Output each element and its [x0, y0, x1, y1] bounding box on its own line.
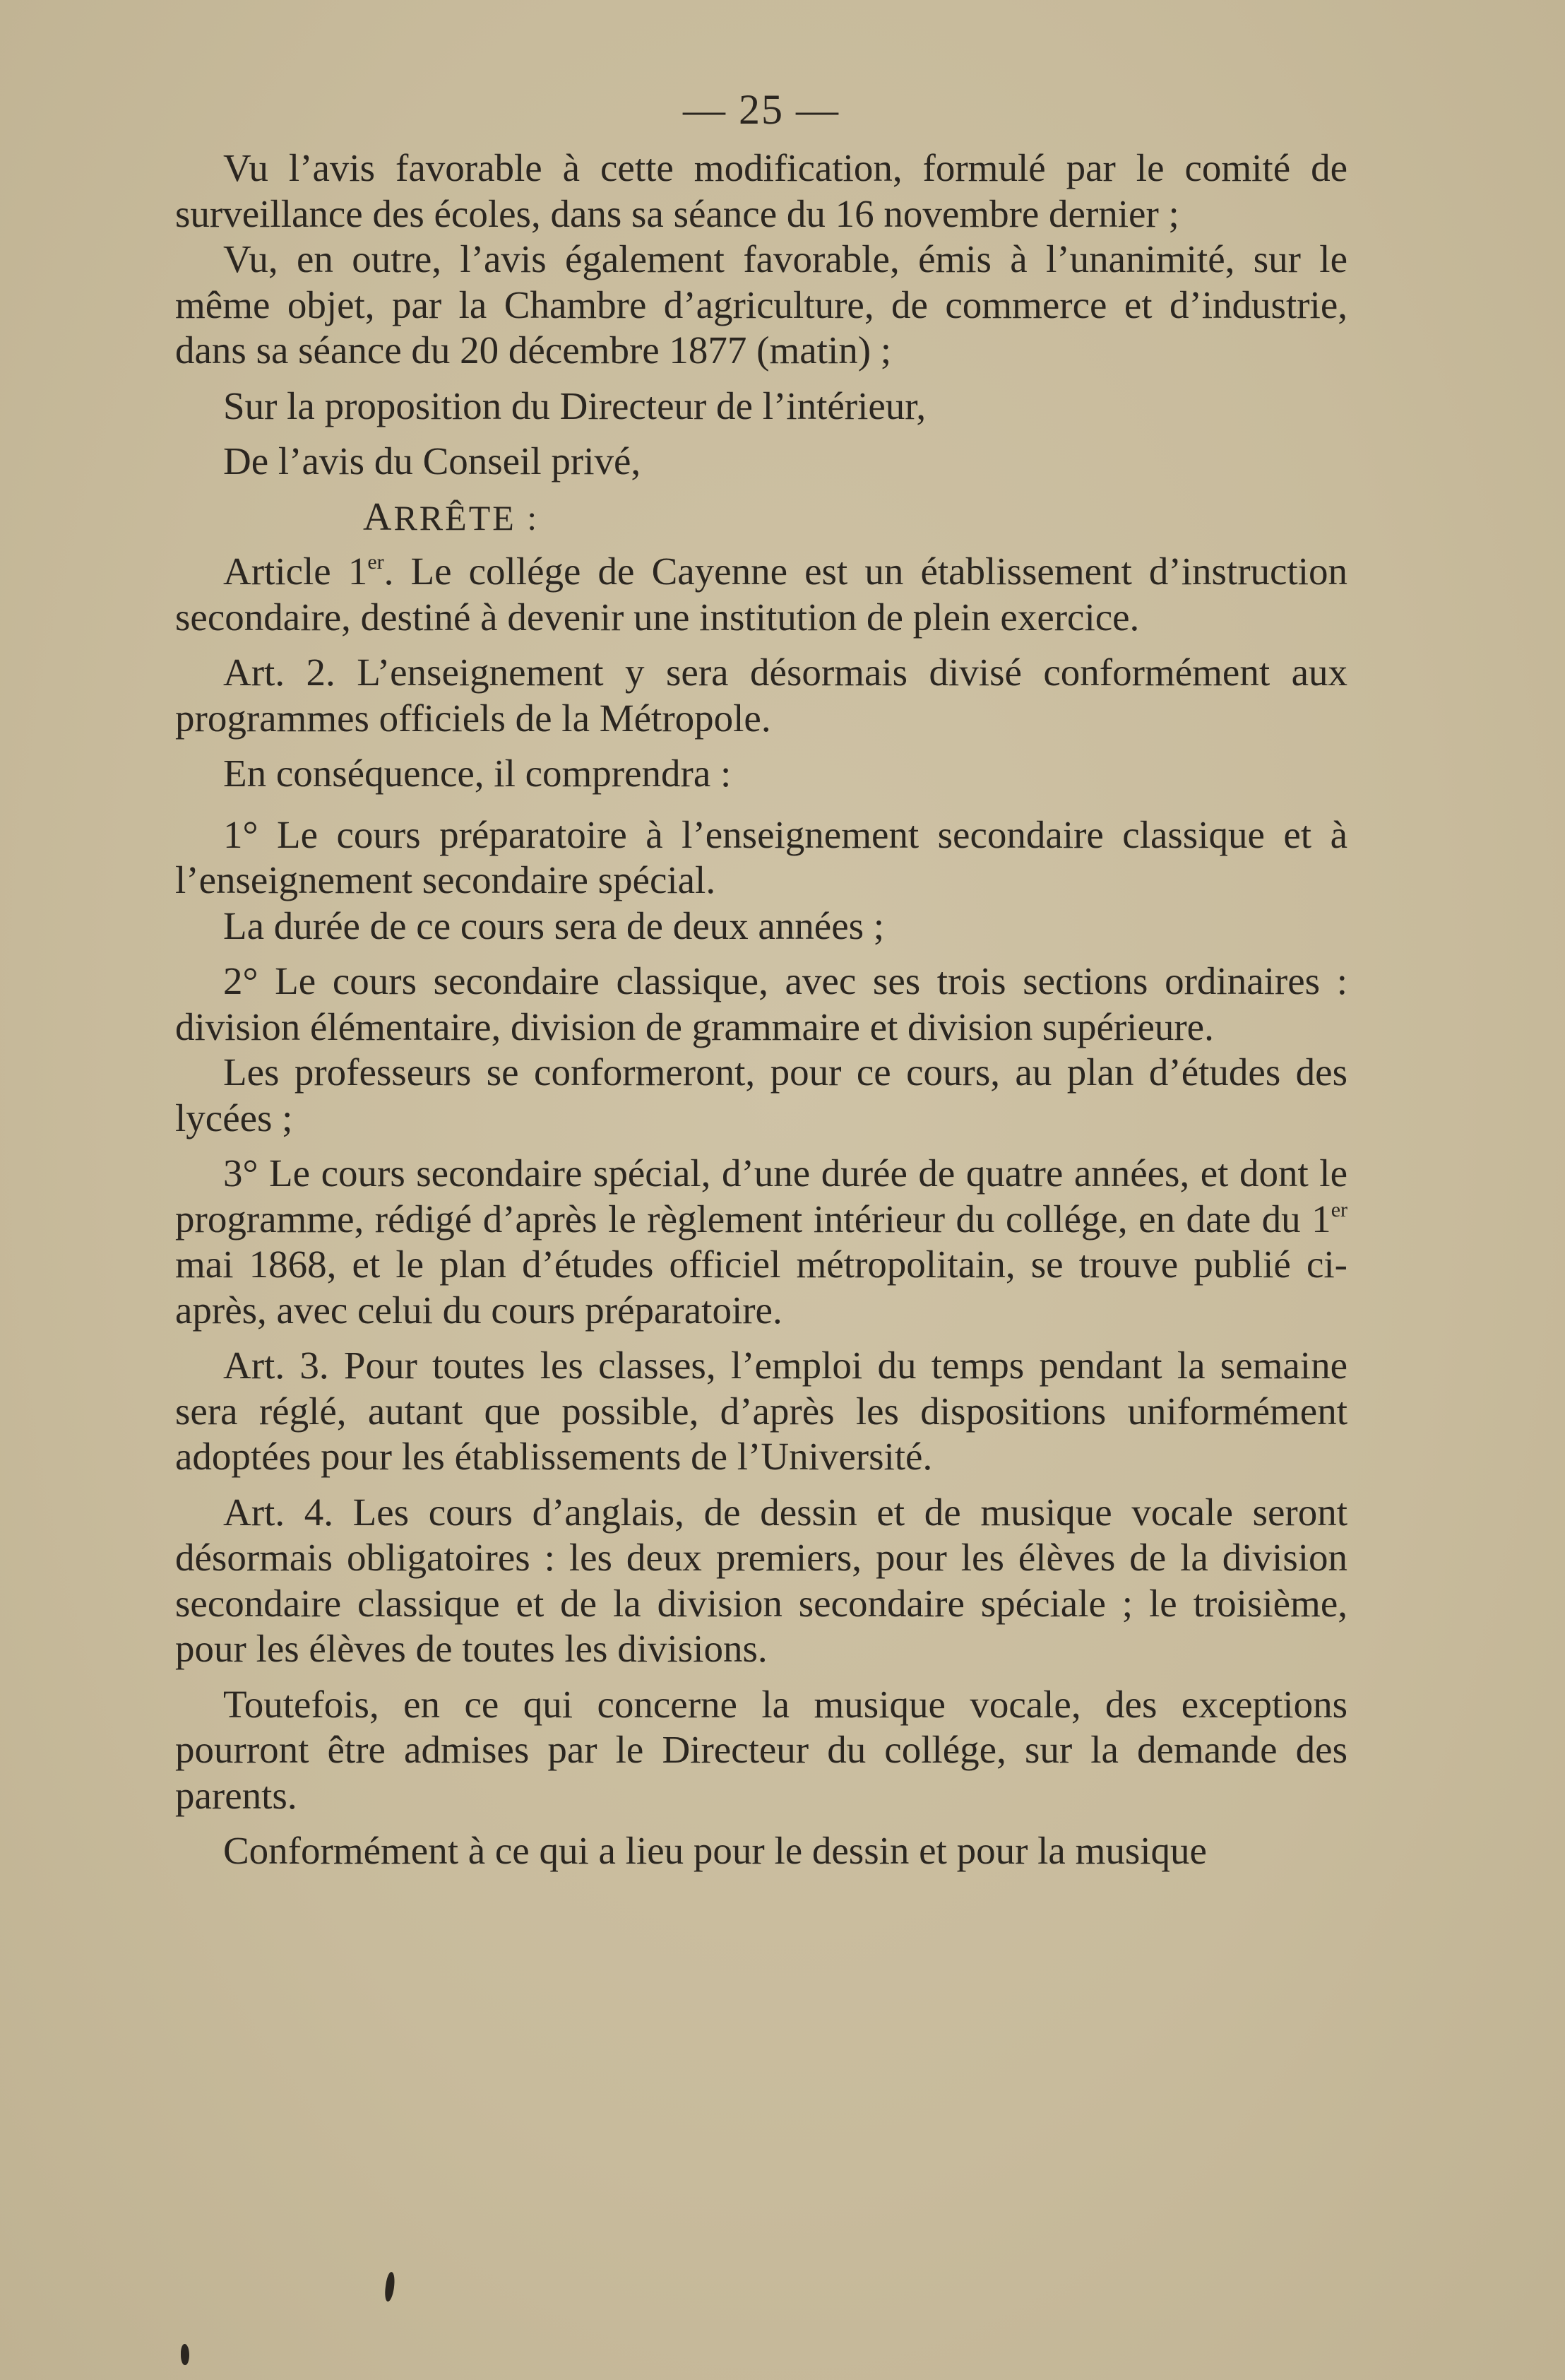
- paragraph-article-4: Art. 4. Les cours d’anglais, de dessin et de musique vocale seront désormais obligatoires : les deux premiers, pour les élèves de la division secondaire classique et de la division secondaire spéciale ; le troisième, pour les élèves de toutes les divisions.: [175, 1490, 1347, 1670]
- paragraph-toutefois: Toutefois, en ce qui concerne la musique vocale, des exceptions pourront être admises par le Directeur du collége, sur la demande des parents.: [175, 1682, 1347, 1817]
- ink-blot-mark: [383, 2271, 396, 2302]
- ink-blot-mark: [181, 2344, 189, 2365]
- paragraph-article-2: Art. 2. L’enseignement y sera désormais divisé conformément aux programmes officiels de la Métropole.: [175, 651, 1347, 740]
- paragraph-professeurs: Les professeurs se conformeront, pour ce cours, au plan d’études des lycées ;: [175, 1050, 1347, 1139]
- paragraph-consequence: En conséquence, il comprendra :: [223, 752, 732, 795]
- paragraph-item-3: [175, 1151, 1347, 1333]
- article-1-superscript: er: [367, 550, 384, 574]
- arrete-heading-rest: RRÊTE :: [393, 497, 540, 538]
- paragraph-avis-conseil: De l’avis du Conseil privé,: [223, 439, 641, 482]
- paragraph-item-1: 1° Le cours préparatoire à l’enseignement secondaire classique et à l’enseignement secondaire spécial.: [175, 812, 1347, 901]
- body-text: [175, 146, 1347, 1874]
- paragraph-vu-avis-comite: Vu l’avis favorable à cette modification, formulé par le comité de surveillance des écoles, dans sa séance du 16 novembre dernier ;: [175, 146, 1347, 235]
- paragraph-conformement: Conformément à ce qui a lieu pour le dessin et pour la musique: [223, 1829, 1207, 1872]
- paragraph-item-2: 2° Le cours secondaire classique, avec ses trois sections ordinaires : division élémentaire, division de grammaire et division supérieure.: [175, 959, 1347, 1048]
- article-1-text: . Le collége de Cayenne est un établissement d’instruction secondaire, destiné à devenir une institution de plein exercice.: [175, 550, 1347, 639]
- arrete-heading-initial: A: [363, 495, 394, 539]
- paragraph-article-3: Art. 3. Pour toutes les classes, l’emploi du temps pendant la semaine sera réglé, autant que possible, d’après les dispositions uniformément adoptées pour les établissements de l’Université.: [175, 1344, 1347, 1478]
- paragraph-vu-avis-chambre: Vu, en outre, l’avis également favorable, émis à l’unanimité, sur le même objet, par la Chambre d’agriculture, de commerce et d’industrie, dans sa séance du 20 décembre 1877 (matin) ;: [175, 237, 1347, 372]
- paragraph-article-1: [175, 549, 1347, 640]
- article-1-prefix: Article 1: [223, 550, 368, 593]
- page-number: — 25 —: [683, 86, 840, 133]
- paragraph-sur-proposition: Sur la proposition du Directeur de l’intérieur,: [223, 384, 927, 427]
- item-3-text-before: 3° Le cours secondaire spécial, d’une durée de quatre années, et dont le programme, rédigé d’après le règlement intérieur du collége, en date du 1: [175, 1151, 1347, 1241]
- paragraph-duree: La durée de ce cours sera de deux années ;: [223, 904, 885, 947]
- item-3-superscript: er: [1331, 1197, 1347, 1221]
- arrete-heading: [175, 495, 1347, 541]
- item-3-text-after: mai 1868, et le plan d’études officiel métropolitain, se trouve publié ci-après, avec celui du cours préparatoire.: [175, 1243, 1347, 1332]
- document-page: [175, 85, 1347, 1874]
